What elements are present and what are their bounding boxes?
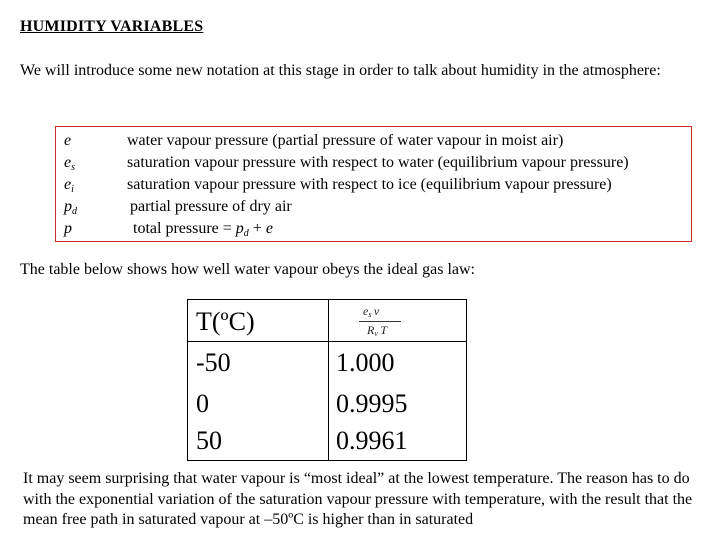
cell-ratio: 0.9961 — [336, 426, 408, 455]
cell-temperature: -50 — [196, 348, 231, 377]
notation-symbol: $p_d$ — [64, 198, 77, 217]
notation-symbol: $e_i$ — [64, 176, 74, 195]
table-intro: The table below shows how well water vapour obeys the ideal gas law: — [20, 261, 475, 278]
notation-symbol: e — [64, 132, 72, 149]
header-ratio-formula — [359, 302, 401, 340]
table-divider-horizontal — [188, 341, 466, 342]
header-temperature: T(ºC) — [196, 307, 255, 336]
notation-definition: saturation vapour pressure with respect to water (equilibrium vapour pressure) — [127, 154, 629, 171]
intro-paragraph: We will introduce some new notation at this stage in order to talk about humidity in the atmosphere: — [20, 62, 661, 79]
table-divider-vertical — [328, 300, 329, 460]
ideal-gas-table — [187, 299, 467, 461]
notation-definition: total pressure = $p_d + e$ — [133, 220, 273, 239]
notation-definition: saturation vapour pressure with respect to ice (equilibrium vapour pressure) — [127, 176, 612, 193]
notation-definition: water vapour pressure (partial pressure of water vapour in moist air) — [127, 132, 564, 149]
cell-temperature: 50 — [196, 426, 222, 455]
notation-box — [55, 126, 692, 242]
page-title: HUMIDITY VARIABLES — [20, 18, 204, 35]
formula-numerator: $e_s$ v — [363, 304, 380, 319]
cell-ratio: 0.9995 — [336, 389, 408, 418]
formula-denominator: $R_v$ T — [367, 323, 387, 338]
notation-symbol: $e_s$ — [64, 154, 76, 173]
cell-temperature: 0 — [196, 389, 209, 418]
fraction-bar — [359, 321, 401, 322]
closing-paragraph: It may seem surprising that water vapour is “most ideal” at the lowest temperature. The reason has to do with the exponential variation of the saturation vapour pressure with temperature, with the result that the mean free path in saturated vapour at –50ºC is higher than in saturated — [23, 470, 693, 528]
cell-ratio: 1.000 — [336, 348, 395, 377]
notation-definition: partial pressure of dry air — [130, 198, 292, 215]
notation-symbol: p — [64, 220, 72, 237]
